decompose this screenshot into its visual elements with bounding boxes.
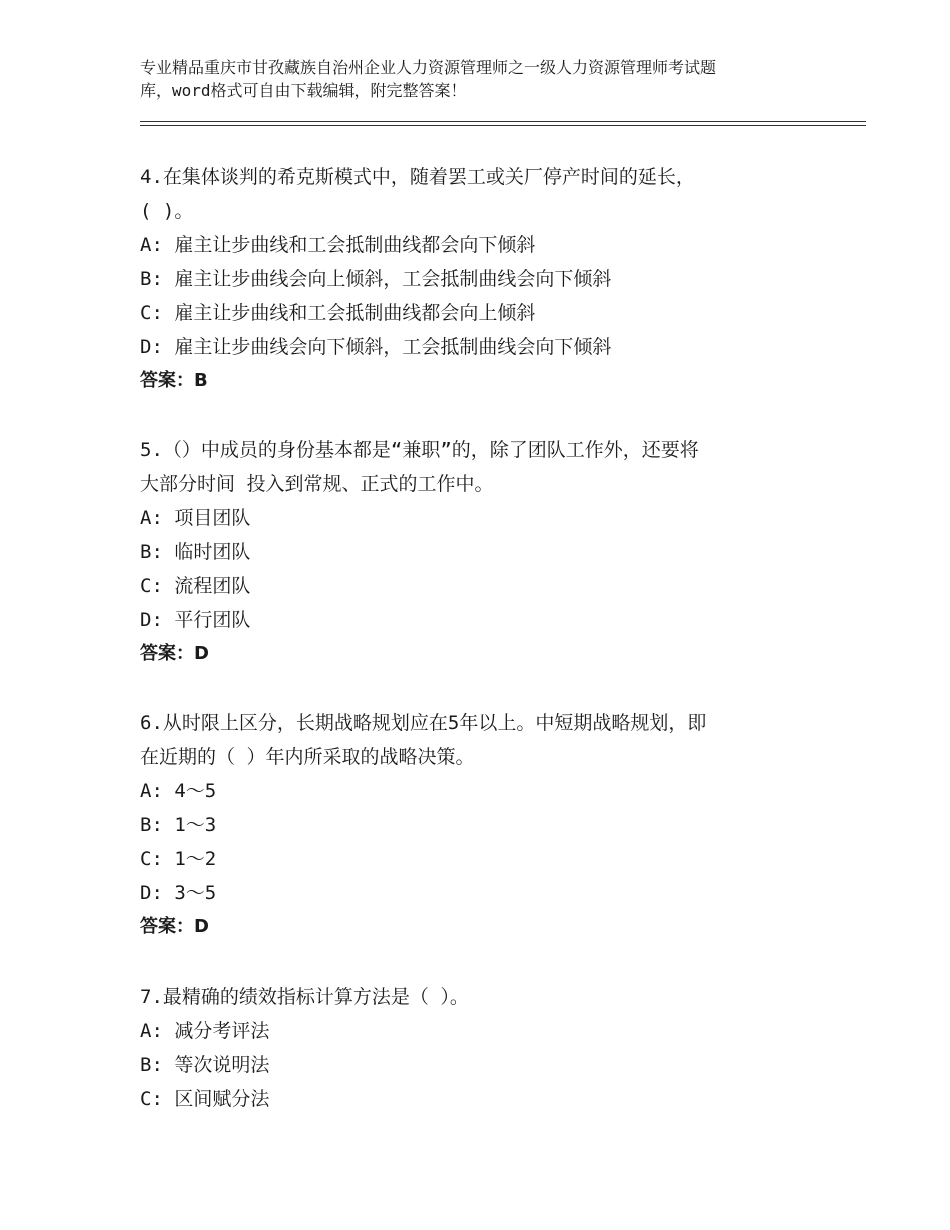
option-b: B: 等次说明法 xyxy=(140,1054,270,1076)
question-stem-line: 4.在集体谈判的希克斯模式中，随着罢工或关厂停产时间的延长， xyxy=(140,166,695,188)
question-stem-line: 大部分时间 投入到常规、正式的工作中。 xyxy=(140,473,494,495)
question-stem-line: 5.（）中成员的身份基本都是“兼职”的，除了团队工作外，还要将 xyxy=(140,439,699,461)
header-divider-bottom xyxy=(140,125,866,126)
answer: 答案：B xyxy=(140,370,208,391)
option-c: C: 1～2 xyxy=(140,848,217,870)
option-b: B: 雇主让步曲线会向上倾斜，工会抵制曲线会向下倾斜 xyxy=(140,268,612,290)
question-6 xyxy=(140,706,820,944)
answer: 答案：D xyxy=(140,643,209,664)
question-5 xyxy=(140,433,820,671)
option-a: A: 项目团队 xyxy=(140,507,251,529)
option-b: B: 临时团队 xyxy=(140,541,251,563)
question-stem-line: 在近期的（ ）年内所采取的战略决策。 xyxy=(140,746,475,768)
answer: 答案：D xyxy=(140,916,209,937)
option-d: D: 3～5 xyxy=(140,882,217,904)
header-divider-top xyxy=(140,121,866,122)
option-c: C: 雇主让步曲线和工会抵制曲线都会向上倾斜 xyxy=(140,302,536,324)
option-d: D: 平行团队 xyxy=(140,609,251,631)
option-b: B: 1～3 xyxy=(140,814,217,836)
question-4 xyxy=(140,160,820,398)
option-a: A: 4～5 xyxy=(140,780,217,802)
option-a: A: 减分考评法 xyxy=(140,1020,270,1042)
option-c: C: 流程团队 xyxy=(140,575,251,597)
question-stem-line: 7.最精确的绩效指标计算方法是（ ）。 xyxy=(140,986,469,1008)
question-7 xyxy=(140,980,820,1116)
option-d: D: 雇主让步曲线会向下倾斜，工会抵制曲线会向下倾斜 xyxy=(140,336,612,358)
header-line-1: 专业精品重庆市甘孜藏族自治州企业人力资源管理师之一级人力资源管理师考试题 xyxy=(140,58,717,77)
question-stem-line: 6.从时限上区分，长期战略规划应在5年以上。中短期战略规划，即 xyxy=(140,712,707,734)
document-header xyxy=(140,56,820,102)
option-c: C: 区间赋分法 xyxy=(140,1088,270,1110)
question-stem-line: ( )。 xyxy=(140,200,194,222)
option-a: A: 雇主让步曲线和工会抵制曲线都会向下倾斜 xyxy=(140,234,536,256)
header-line-2: 库，word格式可自由下载编辑，附完整答案！ xyxy=(140,81,467,100)
